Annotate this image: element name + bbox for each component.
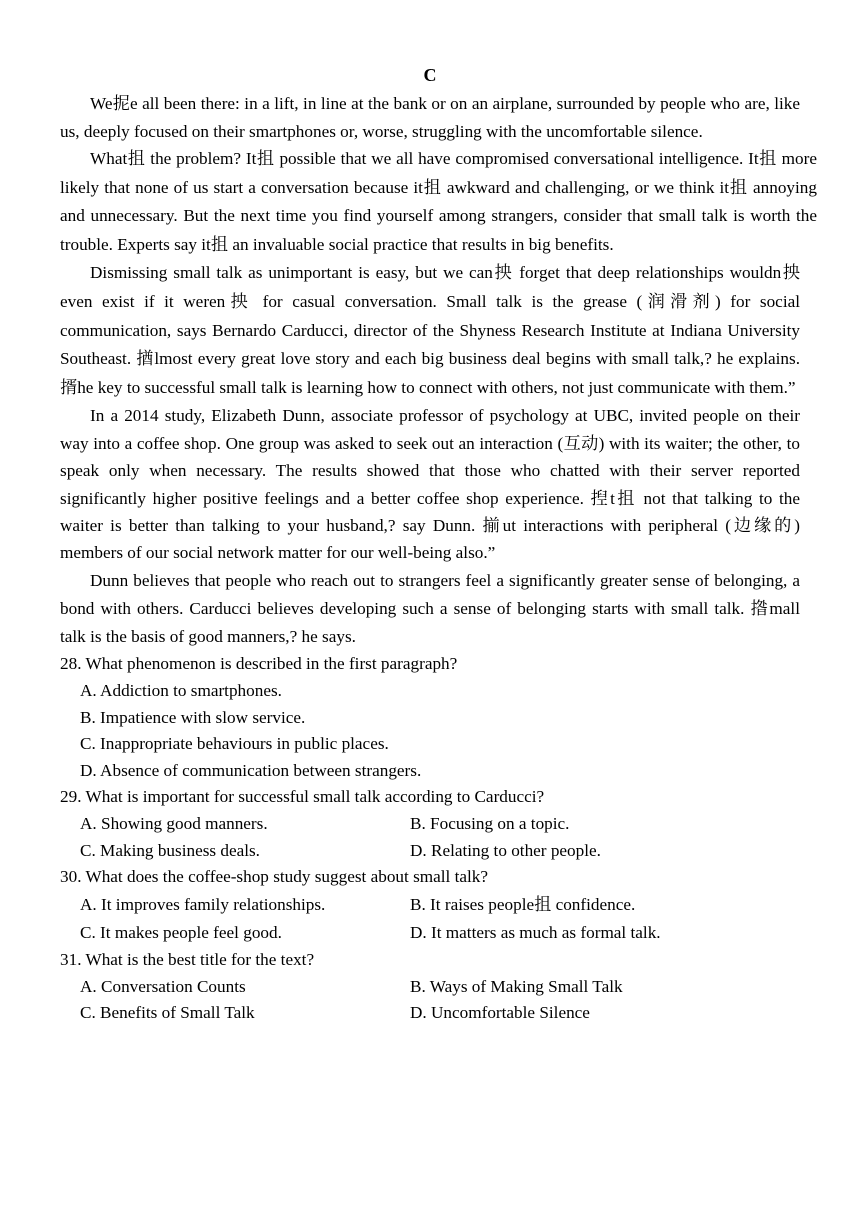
question-stem: 29. What is important for successful small talk according to Carducci? xyxy=(60,787,545,807)
paragraph-2: What抯 the problem? It抯 possible that we all have compromised conversational intelligence. It抯 more likely that none of us start a conversation because it抯 awkward and challenging, or we think it抯 annoying and unnecessary. But the next time you find yourself among strangers, consider that small talk is worth the trouble. Experts say it抯 an invaluable social practice that results in big benefits. xyxy=(60,149,817,254)
option-c: C. Inappropriate behaviours in public places. xyxy=(80,734,389,754)
paragraph-1: We抳e all been there: in a lift, in line at the bank or on an airplane, surrounded by people who are, like us, deeply focused on their smartphones or, worse, struggling with the uncomfortable silence. xyxy=(60,94,800,141)
option-list xyxy=(60,811,800,864)
option-a: A. Showing good manners. xyxy=(80,813,268,833)
option-list xyxy=(60,974,800,1027)
option-d: D. It matters as much as formal talk. xyxy=(410,923,661,943)
option-a: A. Conversation Counts xyxy=(80,976,246,996)
option-a: A. It improves family relationships. xyxy=(80,894,326,914)
option-c: C. Making business deals. xyxy=(80,840,260,860)
option-list xyxy=(60,891,800,948)
paragraph-3: Dismissing small talk as unimportant is easy, but we can抰 forget that deep relationships wouldn抰 even exist if it weren抰 for casual conversation. Small talk is the grease (润滑剂) for social communication, says Bernardo Carducci, director of the Shyness Research Institute at Indiana University Southeast. 揂lmost every great love story and each big business deal begins with small talk,? he explains. 揟he key to successful small talk is learning how to connect with others, not just communicate with them.” xyxy=(60,263,800,397)
question-stem: 30. What does the coffee-shop study suggest about small talk? xyxy=(60,867,489,887)
question-31 xyxy=(60,947,800,1027)
option-a: A. Addiction to smartphones. xyxy=(80,680,282,700)
question-stem: 28. What phenomenon is described in the first paragraph? xyxy=(60,654,458,674)
option-c: C. It makes people feel good. xyxy=(80,923,282,943)
question-30 xyxy=(60,864,800,947)
paragraph-4: In a 2014 study, Elizabeth Dunn, associate professor of psychology at UBC, invited people on their way into a coffee shop. One group was asked to seek out an interaction (互动) with its waiter; the other, to speak only when necessary. The results showed that those who chatted with their server reported significantly higher positive feelings and a better coffee shop experience. 揑t抯 not that talking to the waiter is better than talking to your husband,? say Dunn. 揃ut interactions with peripheral (边缘的) members of our social network matter for our well-being also.” xyxy=(60,406,800,563)
section-title: C xyxy=(423,65,437,85)
option-b: B. Ways of Making Small Talk xyxy=(410,976,623,996)
option-d: D. Absence of communication between strangers. xyxy=(80,760,422,780)
question-28 xyxy=(60,651,800,784)
paragraph-5: Dunn believes that people who reach out to strangers feel a significantly greater sense of belonging, a bond with others. Carducci believes developing such a sense of belonging starts with small talk. 揝mall talk is the basis of good manners,? he says. xyxy=(60,570,800,647)
option-c: C. Benefits of Small Talk xyxy=(80,1003,255,1023)
question-29 xyxy=(60,784,800,864)
option-b: B. Focusing on a topic. xyxy=(410,813,570,833)
option-b: B. It raises people抯 confidence. xyxy=(410,894,636,914)
question-stem: 31. What is the best title for the text? xyxy=(60,950,315,970)
option-list xyxy=(60,678,800,784)
option-d: D. Uncomfortable Silence xyxy=(410,1003,590,1023)
option-d: D. Relating to other people. xyxy=(410,840,601,860)
option-b: B. Impatience with slow service. xyxy=(80,707,306,727)
